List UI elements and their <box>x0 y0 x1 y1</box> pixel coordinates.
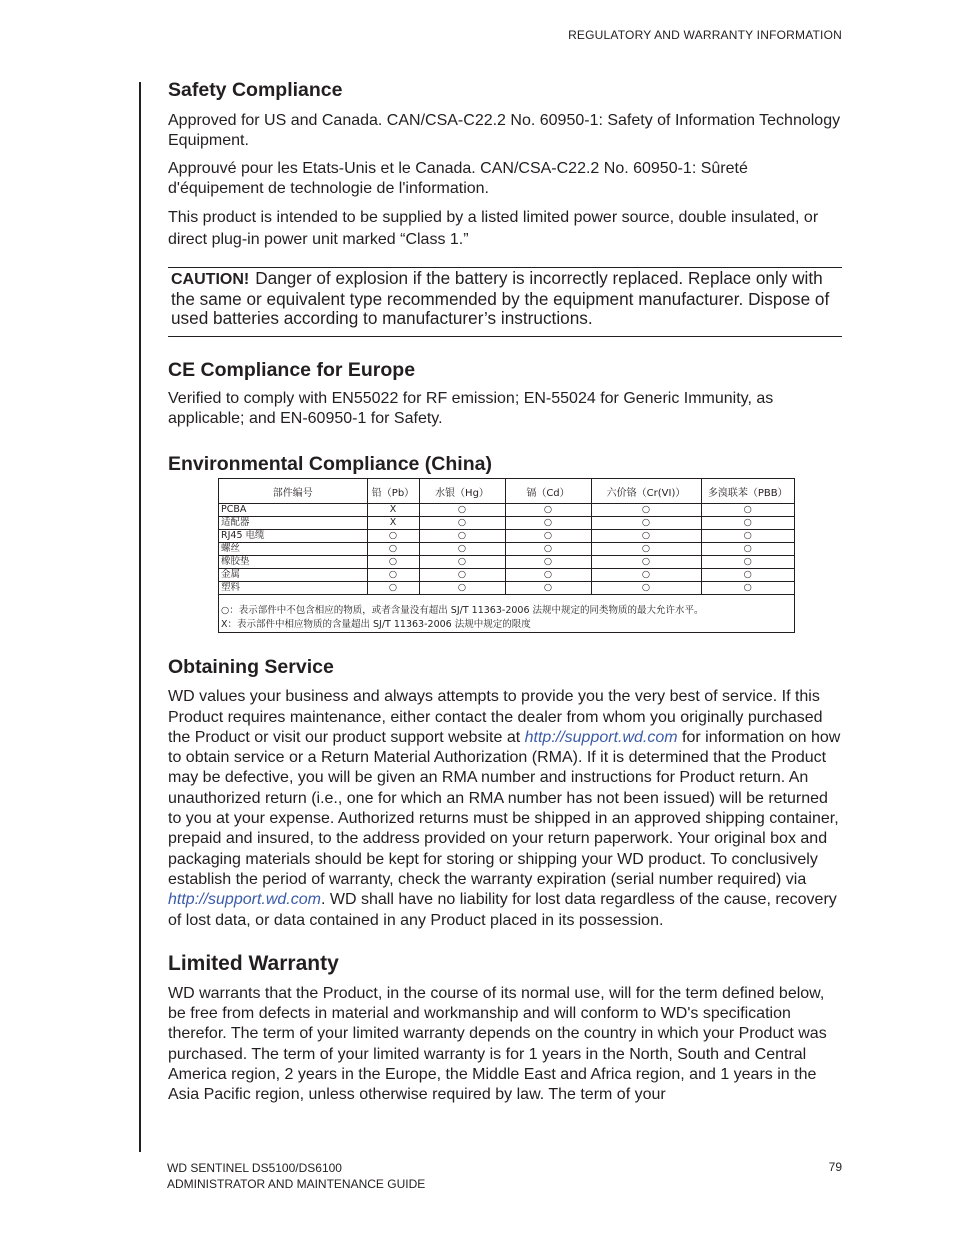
table-cell: ○ <box>701 530 794 543</box>
table-cell: ○ <box>505 530 591 543</box>
table-row <box>219 569 794 582</box>
table-row <box>219 582 794 595</box>
table-cell: 金属 <box>219 569 367 582</box>
table-row <box>219 556 794 569</box>
table-row <box>219 530 794 543</box>
table-cell: ○ <box>367 530 419 543</box>
china-heading: Environmental Compliance (China) <box>168 453 492 476</box>
table-cell: ○ <box>419 530 505 543</box>
column-header: 部件编号 <box>219 479 367 504</box>
table-cell: ○ <box>591 569 701 582</box>
table-cell: ○ <box>505 543 591 556</box>
safety-paragraph-3: This product is intended to be supplied by a listed limited power source, double insulated, or direct plug-in power unit marked “Class 1.” <box>168 209 819 249</box>
warranty-heading: Limited Warranty <box>168 951 339 975</box>
table-cell: ○ <box>505 517 591 530</box>
ce-heading: CE Compliance for Europe <box>168 358 416 381</box>
caution-label: CAUTION! <box>171 271 250 289</box>
table-cell: ○ <box>591 530 701 543</box>
table-cell: PCBA <box>219 504 367 517</box>
page-content <box>168 78 842 1106</box>
table-cell: ○ <box>701 517 794 530</box>
table-cell: ○ <box>701 582 794 595</box>
table-cell: 塑料 <box>219 582 367 595</box>
table-cell: ○ <box>591 556 701 569</box>
footer-left <box>167 1160 425 1192</box>
column-header: 镉（Cd） <box>505 479 591 504</box>
table-cell: X <box>367 517 419 530</box>
column-header: 水银（Hg） <box>419 479 505 504</box>
service-heading: Obtaining Service <box>168 656 334 679</box>
service-text-a: WD values your business and always attempts to provide you the very best of service. If this Product requires maintenance, either contact the dealer from whom you originally purchased the Product or visit our product support website at <box>168 688 823 746</box>
table-cell: ○ <box>367 569 419 582</box>
column-header: 铅（Pb） <box>367 479 419 504</box>
safety-heading: Safety Compliance <box>168 79 343 101</box>
table-row <box>219 504 794 517</box>
table-cell: ○ <box>505 582 591 595</box>
caution-text: Danger of explosion if the battery is incorrectly replaced. Replace only with the same or equivalent type recommended by the equipment manufacturer. Dispose of used batteries according to manufacturer’s instructions. <box>171 268 830 329</box>
table-cell: ○ <box>505 504 591 517</box>
table-cell: ○ <box>701 543 794 556</box>
table-cell: ○ <box>591 517 701 530</box>
table-cell: ○ <box>591 543 701 556</box>
table-cell: X <box>367 504 419 517</box>
table-cell: 适配器 <box>219 517 367 530</box>
table-note-2: X：表示部件中相应物质的含量超出 SJ/T 11363-2006 法规中规定的限度 <box>221 619 531 631</box>
caution-box <box>168 267 842 337</box>
table-cell: ○ <box>419 504 505 517</box>
rohs-table <box>218 478 795 633</box>
table-cell: ○ <box>419 569 505 582</box>
table-cell: 橡胶垫 <box>219 556 367 569</box>
table-cell: ○ <box>419 543 505 556</box>
table-cell: ○ <box>505 569 591 582</box>
page-number: 79 <box>828 1160 842 1174</box>
safety-paragraph-1: Approved for US and Canada. CAN/CSA-C22.2 No. 60950-1: Safety of Information Technology Equipment. <box>168 112 841 150</box>
footer-product: WD SENTINEL DS5100/DS6100 <box>167 1161 342 1175</box>
service-paragraph <box>168 687 842 931</box>
ce-paragraph: Verified to comply with EN55022 for RF emission; EN-55024 for Generic Immunity, as applicable; and EN-60950-1 for Safety. <box>168 389 774 427</box>
table-cell: 螺丝 <box>219 543 367 556</box>
table-row <box>219 517 794 530</box>
table-cell: ○ <box>701 504 794 517</box>
column-header: 六价铬（Cr(VI)） <box>591 479 701 504</box>
table-cell: ○ <box>591 504 701 517</box>
service-text-c: . WD shall have no liability for lost data regardless of the cause, recovery of lost data, or data contained in any Product placed in its possession. <box>168 891 837 929</box>
table-cell: ○ <box>419 556 505 569</box>
table-row <box>219 543 794 556</box>
table-note-1: ○：表示部件中不包含相应的物质，或者含量没有超出 SJ/T 11363-2006 法规中规定的同类物质的最大允许水平。 <box>221 605 704 617</box>
table-cell: ○ <box>367 543 419 556</box>
table-cell: ○ <box>701 569 794 582</box>
table-cell: ○ <box>367 582 419 595</box>
table-cell: ○ <box>367 556 419 569</box>
table-header-row <box>219 479 794 504</box>
warranty-paragraph: WD warrants that the Product, in the course of its normal use, will for the term defined below, be free from defects in material and workmanship and will conform to WD's specification therefor. The term of your limited warranty depends on the country in which your Product was purchased. The term of your limited warranty is for 1 years in the North, South and Central America region, 2 years in the Europe, the Middle East and Africa region, and 1 years in the Asia Pacific region, unless otherwise required by law. The term of your <box>168 984 827 1104</box>
running-header: REGULATORY AND WARRANTY INFORMATION <box>568 28 842 42</box>
footer-guide: ADMINISTRATOR AND MAINTENANCE GUIDE <box>167 1177 426 1191</box>
table-cell: ○ <box>591 582 701 595</box>
table-cell: RJ45 电缆 <box>219 530 367 543</box>
table-notes <box>219 595 794 632</box>
support-link-2[interactable]: http://support.wd.com <box>168 891 321 909</box>
table-cell: ○ <box>419 517 505 530</box>
table-cell: ○ <box>505 556 591 569</box>
service-text-b: for information on how to obtain service or a Return Material Authorization (RMA). If it is determined that the Product may be defective, you will be given an RMA number and instructions for Product return. An unauthorized return (i.e., one for which an RMA number has not been issued) will be returned to you at your expense. Authorized returns must be shipped in an approved shipping container, prepaid and insured, to the address provided on your return paperwork. Your original box and packaging materials should be kept for storing or shipping your WD product. To conclusively establish the period of warranty, check the warranty expiration (serial number required) via <box>168 728 841 888</box>
table-cell: ○ <box>419 582 505 595</box>
table-cell: ○ <box>701 556 794 569</box>
column-header: 多溴联苯（PBB） <box>701 479 794 504</box>
change-bar <box>139 82 141 1152</box>
support-link-1[interactable]: http://support.wd.com <box>524 728 678 746</box>
safety-paragraph-2: Approuvé pour les Etats-Unis et le Canada. CAN/CSA-C22.2 No. 60950-1: Sûreté d'équipement de technologie de l'information. <box>168 159 748 197</box>
